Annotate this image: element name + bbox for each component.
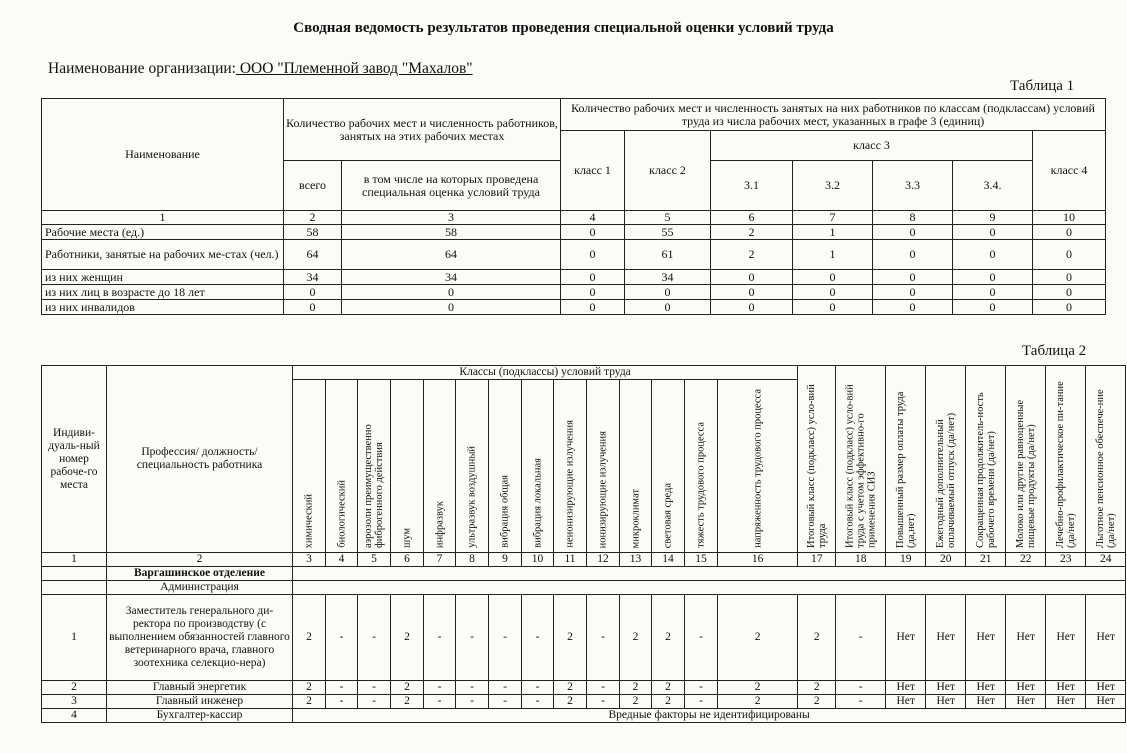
cell: Нет <box>926 681 966 695</box>
cell: 2 <box>711 225 793 240</box>
row-label: из них лиц в возрасте до 18 лет <box>42 285 284 300</box>
t2-header-factor: вибрация общая <box>489 380 522 553</box>
cell: Нет <box>966 695 1006 709</box>
row-label: Работники, занятые на рабочих ме-стах (чел.) <box>42 240 284 270</box>
col-num: 1 <box>42 553 107 567</box>
col-num: 13 <box>620 553 652 567</box>
cell: 0 <box>1033 285 1106 300</box>
workplace-id: 2 <box>42 681 107 695</box>
cell: 0 <box>1033 225 1106 240</box>
t2-header-profession: Профессия/ должность/ специальность работника <box>107 366 293 553</box>
col-num: 18 <box>836 553 886 567</box>
t2-header-factor: аэрозоли преимущественно фиброгенного действия <box>358 380 391 553</box>
t2-column-numbers <box>42 553 1126 567</box>
cell: - <box>456 681 489 695</box>
cell: 0 <box>711 285 793 300</box>
cell: 2 <box>652 681 685 695</box>
cell: 2 <box>554 695 587 709</box>
cell: Нет <box>1006 595 1046 681</box>
col-num: 2 <box>107 553 293 567</box>
cell: 0 <box>561 270 625 285</box>
row-label: из них женщин <box>42 270 284 285</box>
workplace-id: 4 <box>42 709 107 723</box>
cell: 0 <box>1033 240 1106 270</box>
t2-header-extra: Итоговый класс (подкласс) усло-вий труда <box>798 366 836 553</box>
cell: - <box>456 595 489 681</box>
col-num: 9 <box>489 553 522 567</box>
t1-header-classes: Количество рабочих мест и численность занятых на них работников по классам (подклассам) условий труда из числа рабочих мест, указанных в графе 3 (единиц) <box>561 99 1106 131</box>
cell: 2 <box>293 595 326 681</box>
cell: - <box>685 681 718 695</box>
cell: - <box>587 681 620 695</box>
cell: 0 <box>561 285 625 300</box>
cell: - <box>358 595 391 681</box>
col-num: 15 <box>685 553 718 567</box>
t2-header-factor: ионизирующие излучения <box>587 380 620 553</box>
cell: 2 <box>798 695 836 709</box>
cell: 2 <box>620 681 652 695</box>
col-num: 10 <box>1033 211 1106 225</box>
cell: - <box>326 595 358 681</box>
cell: 2 <box>293 695 326 709</box>
t2-header-extra: Льготное пенсионное обеспече-ние (да/нет) <box>1086 366 1126 553</box>
table-row <box>42 709 1126 723</box>
t1-header-name: Наименование <box>42 99 284 211</box>
col-num: 9 <box>953 211 1033 225</box>
cell: 0 <box>953 270 1033 285</box>
cell: - <box>685 695 718 709</box>
t2-header-factor: химический <box>293 380 326 553</box>
cell: - <box>358 695 391 709</box>
cell: 58 <box>342 225 561 240</box>
cell: - <box>489 595 522 681</box>
col-num: 7 <box>424 553 456 567</box>
t1-header-class1: класс 1 <box>561 131 625 211</box>
cell: 2 <box>391 695 424 709</box>
cell: Нет <box>886 681 926 695</box>
t1-column-numbers <box>42 211 1106 225</box>
cell: - <box>326 695 358 709</box>
t1-header-class3: класс 3 <box>711 131 1033 161</box>
cell: 0 <box>284 285 342 300</box>
cell: 2 <box>718 595 798 681</box>
col-num: 3 <box>293 553 326 567</box>
t2-header-factor: шум <box>391 380 424 553</box>
cell: Нет <box>1046 681 1086 695</box>
cell: Нет <box>926 595 966 681</box>
cell: 2 <box>798 681 836 695</box>
cell: 0 <box>953 285 1033 300</box>
t1-header-3-2: 3.2 <box>793 161 873 211</box>
cell: Нет <box>966 681 1006 695</box>
t2-header-classes: Классы (подклассы) условий труда <box>293 366 798 380</box>
t2-header-id: Индиви-дуаль-ный номер рабоче-го места <box>42 366 107 553</box>
organization-line <box>48 60 473 78</box>
col-num: 4 <box>561 211 625 225</box>
cell: Нет <box>1086 695 1126 709</box>
cell: - <box>522 681 554 695</box>
cell: 2 <box>554 681 587 695</box>
t2-header-factor: световая среда <box>652 380 685 553</box>
cell: 0 <box>793 285 873 300</box>
cell: 1 <box>793 225 873 240</box>
table-row <box>42 285 1106 300</box>
col-num: 2 <box>284 211 342 225</box>
table1-caption: Таблица 1 <box>1010 78 1075 94</box>
cell: 0 <box>284 300 342 315</box>
col-num: 17 <box>798 553 836 567</box>
workplace-profession: Бухгалтер-кассир <box>107 709 293 723</box>
cell: 34 <box>342 270 561 285</box>
cell: - <box>424 595 456 681</box>
cell: Нет <box>1046 595 1086 681</box>
cell: 64 <box>284 240 342 270</box>
cell: 0 <box>342 285 561 300</box>
cell: 0 <box>1033 270 1106 285</box>
t2-header-factor: тяжесть трудового процесса <box>685 380 718 553</box>
cell: 0 <box>873 240 953 270</box>
t2-header-extra: Повышенный размер оплаты труда (да,нет) <box>886 366 926 553</box>
t2-header-extra: Итоговый класс (подкласс) усло-вий труда с учетом эффективно-го применения СИЗ <box>836 366 886 553</box>
col-num: 16 <box>718 553 798 567</box>
col-num: 21 <box>966 553 1006 567</box>
table-row <box>42 595 1126 681</box>
cell: 2 <box>718 695 798 709</box>
t1-header-3-3: 3.3 <box>873 161 953 211</box>
col-num: 7 <box>793 211 873 225</box>
table-row <box>42 695 1126 709</box>
cell: 0 <box>953 225 1033 240</box>
t1-header-class4: класс 4 <box>1033 131 1106 211</box>
cell: 2 <box>391 595 424 681</box>
cell: - <box>587 595 620 681</box>
row-label: Рабочие места (ед.) <box>42 225 284 240</box>
cell: 0 <box>873 270 953 285</box>
cell: - <box>456 695 489 709</box>
col-num: 8 <box>873 211 953 225</box>
workplace-profession: Заместитель генерального ди-ректора по производству (с выполнением обязанностей главного ветеринарного врача, главного зоотехника селекцио-нера) <box>107 595 293 681</box>
cell: - <box>424 695 456 709</box>
col-num: 22 <box>1006 553 1046 567</box>
cell: 0 <box>561 225 625 240</box>
t1-header-3-4: 3.4. <box>953 161 1033 211</box>
workplace-id: 1 <box>42 595 107 681</box>
t2-header-extra: Сокращенная продолжитель-ность рабочего времени (да/нет) <box>966 366 1006 553</box>
cell: Нет <box>966 595 1006 681</box>
cell: - <box>836 681 886 695</box>
section-row <box>42 567 1126 581</box>
workplace-profession: Главный энергетик <box>107 681 293 695</box>
t1-header-total: всего <box>284 161 342 211</box>
cell: 0 <box>873 300 953 315</box>
cell: - <box>489 695 522 709</box>
t1-header-3-1: 3.1 <box>711 161 793 211</box>
col-num: 24 <box>1086 553 1126 567</box>
table-row <box>42 270 1106 285</box>
t2-header-extra: Молоко или другие равноценные пищевые продукты (да/нет) <box>1006 366 1046 553</box>
table2-caption: Таблица 2 <box>1022 343 1087 359</box>
cell: - <box>358 681 391 695</box>
cell: 2 <box>293 681 326 695</box>
t2-header-factor: инфразвук <box>424 380 456 553</box>
cell: Нет <box>1006 695 1046 709</box>
cell: 0 <box>873 285 953 300</box>
t2-header-extra: Ежегодный дополнительный оплачиваемый отпуск (да/нет) <box>926 366 966 553</box>
cell: Нет <box>1046 695 1086 709</box>
subsection-row <box>42 581 1126 595</box>
workplace-table <box>41 365 1126 723</box>
col-num: 4 <box>326 553 358 567</box>
subsection-title: Администрация <box>107 581 293 595</box>
cell: 0 <box>625 285 711 300</box>
t2-header-factor: напряженность трудового процесса <box>718 380 798 553</box>
cell: 64 <box>342 240 561 270</box>
col-num: 5 <box>625 211 711 225</box>
org-label: Наименование организации: <box>48 60 236 77</box>
cell: 2 <box>620 595 652 681</box>
no-factors-note: Вредные факторы не идентифицированы <box>293 709 1126 723</box>
col-num: 5 <box>358 553 391 567</box>
t2-header-factor: микроклимат <box>620 380 652 553</box>
cell: - <box>587 695 620 709</box>
cell: 0 <box>953 300 1033 315</box>
col-num: 23 <box>1046 553 1086 567</box>
cell: Нет <box>886 695 926 709</box>
cell: - <box>522 595 554 681</box>
table-row <box>42 225 1106 240</box>
col-num: 10 <box>522 553 554 567</box>
cell: 34 <box>284 270 342 285</box>
cell: - <box>424 681 456 695</box>
cell: - <box>489 681 522 695</box>
cell: 0 <box>625 300 711 315</box>
cell: 2 <box>554 595 587 681</box>
col-num: 11 <box>554 553 587 567</box>
cell: - <box>836 695 886 709</box>
org-name: ООО "Племенной завод "Махалов" <box>235 60 473 77</box>
col-num: 19 <box>886 553 926 567</box>
section-title: Варгашинское отделение <box>107 567 293 581</box>
empty-cell <box>42 567 107 581</box>
cell: 58 <box>284 225 342 240</box>
empty-cell <box>293 581 1126 595</box>
cell: Нет <box>1006 681 1046 695</box>
table-row <box>42 681 1126 695</box>
cell: 0 <box>793 270 873 285</box>
cell: - <box>522 695 554 709</box>
cell: - <box>685 595 718 681</box>
cell: 34 <box>625 270 711 285</box>
col-num: 3 <box>342 211 561 225</box>
cell: 61 <box>625 240 711 270</box>
cell: 2 <box>620 695 652 709</box>
cell: 0 <box>793 300 873 315</box>
summary-table <box>41 98 1106 315</box>
cell: 0 <box>1033 300 1106 315</box>
t2-header-factor: биологический <box>326 380 358 553</box>
cell: 0 <box>711 300 793 315</box>
t2-header-factor: ультразвук воздушный <box>456 380 489 553</box>
cell: Нет <box>886 595 926 681</box>
col-num: 8 <box>456 553 489 567</box>
t1-header-assessed: в том числе на которых проведена специальная оценка условий труда <box>342 161 561 211</box>
cell: 2 <box>711 240 793 270</box>
cell: 0 <box>711 270 793 285</box>
t1-header-class2: класс 2 <box>625 131 711 211</box>
workplace-id: 3 <box>42 695 107 709</box>
cell: 2 <box>798 595 836 681</box>
row-label: из них инвалидов <box>42 300 284 315</box>
cell: Нет <box>926 695 966 709</box>
cell: 2 <box>652 595 685 681</box>
col-num: 1 <box>42 211 284 225</box>
t2-header-factor: вибрация локальная <box>522 380 554 553</box>
cell: - <box>326 681 358 695</box>
cell: 0 <box>873 225 953 240</box>
cell: 2 <box>391 681 424 695</box>
t1-header-count: Количество рабочих мест и численность работников, занятых на этих рабочих местах <box>284 99 561 161</box>
table-row <box>42 240 1106 270</box>
col-num: 6 <box>391 553 424 567</box>
cell: 0 <box>561 240 625 270</box>
document-title: Сводная ведомость результатов проведения специальной оценки условий труда <box>293 20 834 36</box>
cell: - <box>836 595 886 681</box>
workplace-profession: Главный инженер <box>107 695 293 709</box>
t2-header-factor: неионизирующие излучения <box>554 380 587 553</box>
col-num: 20 <box>926 553 966 567</box>
cell: Нет <box>1086 595 1126 681</box>
col-num: 14 <box>652 553 685 567</box>
cell: 2 <box>718 681 798 695</box>
cell: 1 <box>793 240 873 270</box>
table-row <box>42 300 1106 315</box>
cell: Нет <box>1086 681 1126 695</box>
cell: 0 <box>561 300 625 315</box>
cell: 0 <box>953 240 1033 270</box>
empty-cell <box>293 567 1126 581</box>
col-num: 6 <box>711 211 793 225</box>
cell: 0 <box>342 300 561 315</box>
t2-header-extra: Лечебно-профилактическое пи-тание (да/нет) <box>1046 366 1086 553</box>
col-num: 12 <box>587 553 620 567</box>
cell: 55 <box>625 225 711 240</box>
empty-cell <box>42 581 107 595</box>
cell: 2 <box>652 695 685 709</box>
